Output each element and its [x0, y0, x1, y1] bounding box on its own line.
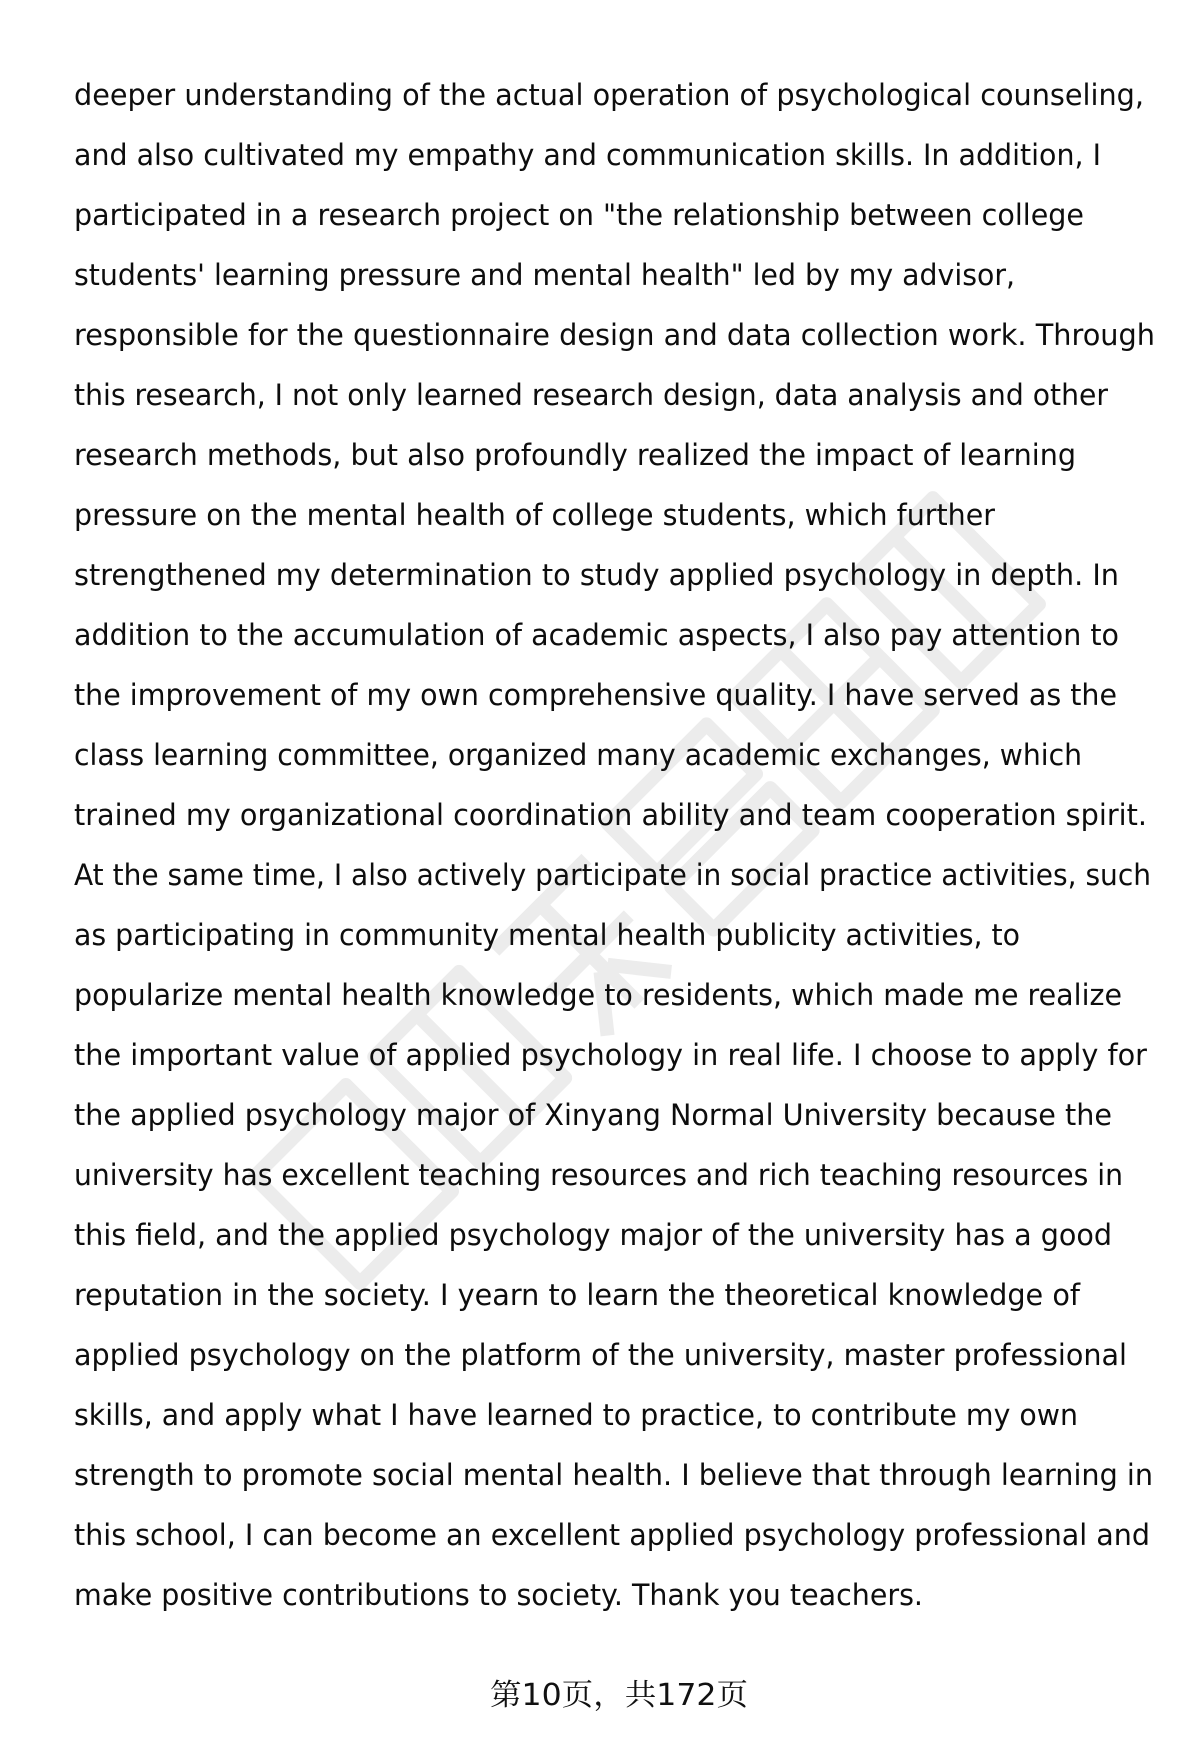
text-line: this field, and the applied psychology major of the university has a good [74, 1218, 1112, 1252]
text-line: addition to the accumulation of academic aspects, I also pay attention to [74, 618, 1119, 652]
text-line: university has excellent teaching resources and rich teaching resources in [74, 1158, 1123, 1192]
text-line: At the same time, I also actively participate in social practice activities, such [74, 858, 1151, 892]
page-number-footer: 第10页，共172页 [490, 1678, 748, 1713]
text-line: reputation in the society. I yearn to learn the theoretical knowledge of [74, 1278, 1081, 1312]
text-line: the applied psychology major of Xinyang Normal University because the [74, 1098, 1112, 1132]
text-line: strength to promote social mental health. I believe that through learning in [74, 1458, 1153, 1492]
text-line: class learning committee, organized many academic exchanges, which [74, 738, 1082, 772]
text-line: make positive contributions to society. Thank you teachers. [74, 1578, 923, 1612]
text-line: skills, and apply what I have learned to practice, to contribute my own [74, 1398, 1078, 1432]
text-line: this research, I not only learned research design, data analysis and other [74, 378, 1109, 412]
text-line: students' learning pressure and mental health" led by my advisor, [74, 258, 1015, 292]
text-line: trained my organizational coordination ability and team cooperation spirit. [74, 798, 1147, 832]
text-line: this school, I can become an excellent applied psychology professional and [74, 1518, 1150, 1552]
text-line: applied psychology on the platform of the university, master professional [74, 1338, 1127, 1372]
text-line: participated in a research project on "the relationship between college [74, 198, 1084, 232]
text-line: pressure on the mental health of college students, which further [74, 498, 996, 532]
text-line: the important value of applied psychology in real life. I choose to apply for [74, 1038, 1148, 1072]
text-line: as participating in community mental health publicity activities, to [74, 918, 1020, 952]
text-line: deeper understanding of the actual operation of psychological counseling, [74, 78, 1144, 112]
text-line: strengthened my determination to study applied psychology in depth. In [74, 558, 1119, 592]
text-line: and also cultivated my empathy and communication skills. In addition, I [74, 138, 1101, 172]
text-line: research methods, but also profoundly realized the impact of learning [74, 438, 1076, 472]
text-line: responsible for the questionnaire design and data collection work. Through [74, 318, 1155, 352]
text-line: popularize mental health knowledge to residents, which made me realize [74, 978, 1122, 1012]
text-line: the improvement of my own comprehensive quality. I have served as the [74, 678, 1117, 712]
